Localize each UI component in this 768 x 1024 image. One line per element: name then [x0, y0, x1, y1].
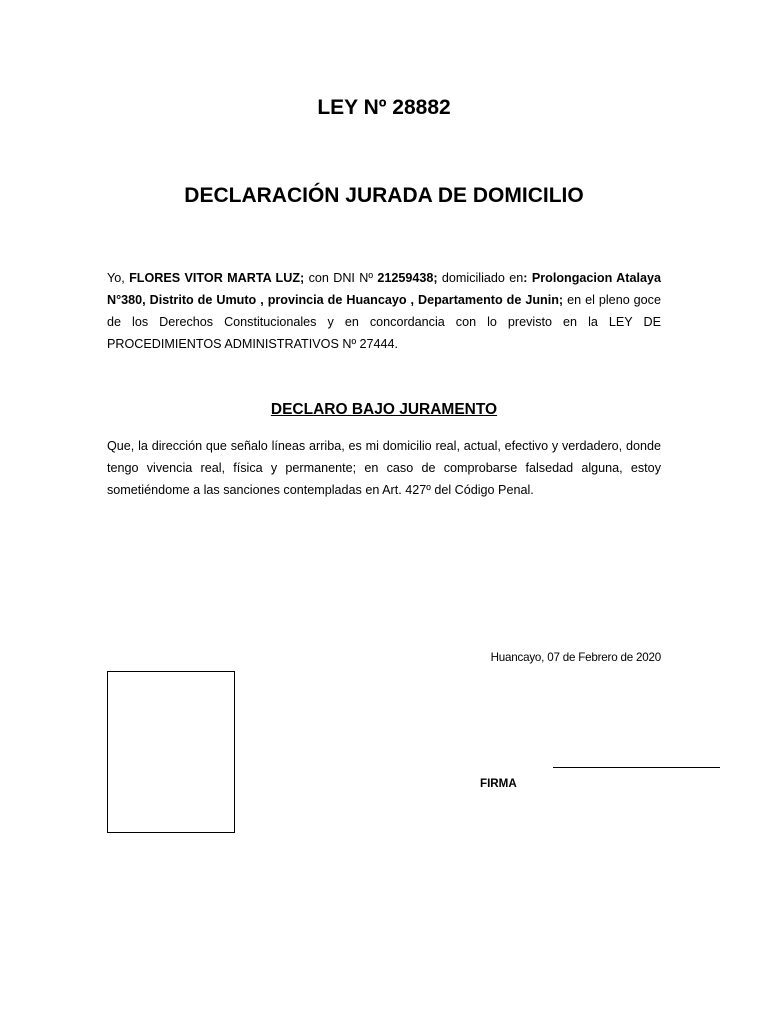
colon-text: : [523, 271, 528, 285]
declarant-name: FLORES VITOR MARTA LUZ; [129, 271, 305, 285]
dni-number: 21259438; [377, 271, 438, 285]
place-date: Huancayo, 07 de Febrero de 2020 [490, 651, 661, 664]
domicile-prefix-text: domiciliado en [437, 271, 524, 285]
signature-label: FIRMA [480, 777, 517, 790]
document-title: DECLARACIÓN JURADA DE DOMICILIO [184, 184, 584, 207]
intro-text: Yo, [107, 271, 130, 285]
fingerprint-box [107, 671, 235, 833]
oath-paragraph: Que, la dirección que señalo líneas arriba, es mi domicilio real, actual, efectivo y verdadero, donde tengo vivencia real, física y permanente; en caso de comprobarse falsedad alguna, estoy sometiéndome a las sanciones contempladas en Art. 427º del Código Penal. [107, 439, 661, 497]
signature-line [553, 767, 720, 768]
address-text: Prolongacion Atalaya N°380, Distrito de Umuto , provincia de Huancayo , Departamento de Junin [107, 271, 661, 307]
dni-prefix-text: con DNI Nº [304, 271, 378, 285]
closing-text: en el pleno goce de los Derechos Constitucionales y en concordancia con lo previsto en la LEY DE PROCEDIMIENTOS ADMINISTRATIVOS Nº 27444. [107, 293, 661, 351]
semicolon-text: ; [558, 293, 564, 307]
oath-heading: DECLARO BAJO JURAMENTO [270, 401, 498, 418]
declaration-paragraph [107, 267, 661, 355]
law-title: LEY Nº 28882 [317, 96, 451, 119]
